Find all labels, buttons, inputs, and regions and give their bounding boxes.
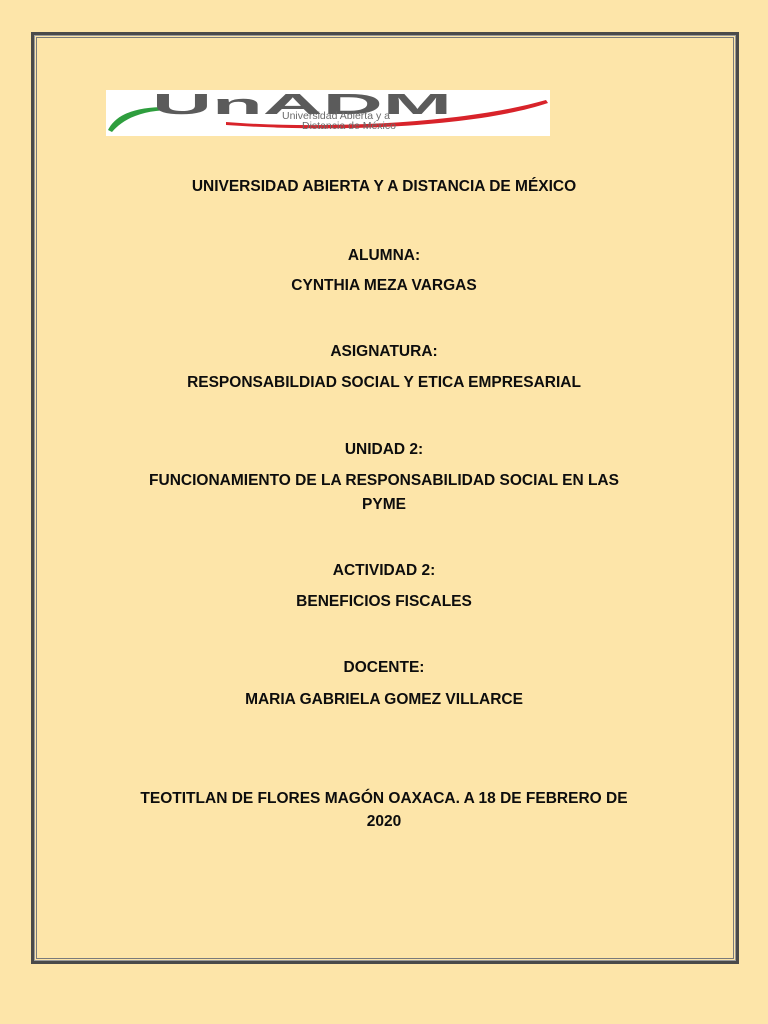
subject-name: RESPONSABILDIAD SOCIAL Y ETICA EMPRESARIAL <box>187 374 581 391</box>
logo-line-2: Distancia de México <box>302 120 396 132</box>
logo-line-1: Universidad Abierta y a <box>282 110 390 122</box>
unadm-logo-graphic <box>106 90 550 136</box>
student-label: ALUMNA: <box>347 247 421 264</box>
university-name: UNIVERSIDAD ABIERTA Y A DISTANCIA DE MÉXICO <box>191 178 577 195</box>
unit-title-line-1: FUNCIONAMIENTO DE LA RESPONSABILIDAD SOCIAL EN LAS <box>149 472 619 489</box>
activity-title: BENEFICIOS FISCALES <box>296 593 472 610</box>
student-name: CYNTHIA MEZA VARGAS <box>291 277 477 294</box>
teacher-label: DOCENTE: <box>343 659 425 676</box>
place-date-line-2: 2020 <box>366 813 402 830</box>
unadm-logo <box>106 90 550 136</box>
subject-label: ASIGNATURA: <box>330 343 438 360</box>
unit-title-line-2: PYME <box>362 496 406 513</box>
place-date-line-1: TEOTITLAN DE FLORES MAGÓN OAXACA. A 18 DE FEBRERO DE <box>140 790 628 807</box>
activity-label: ACTIVIDAD 2: <box>332 562 436 579</box>
teacher-name: MARIA GABRIELA GOMEZ VILLARCE <box>245 691 523 708</box>
unit-label: UNIDAD 2: <box>344 441 424 458</box>
logo-wordmark: UnADM <box>152 90 452 121</box>
